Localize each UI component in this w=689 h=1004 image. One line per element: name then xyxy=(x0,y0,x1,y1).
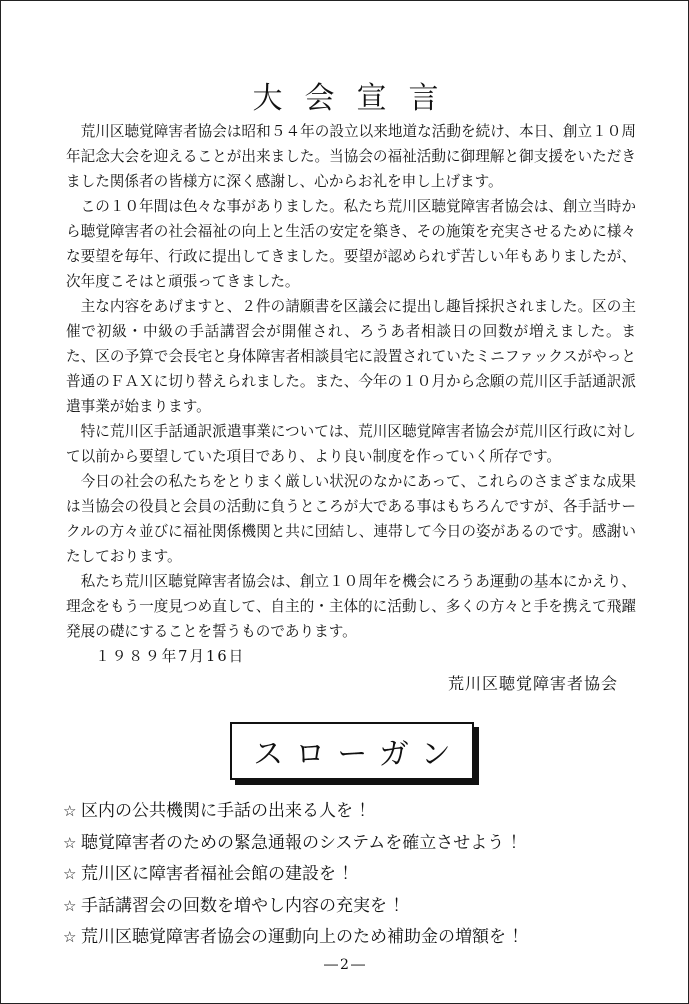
slogan-item xyxy=(63,891,663,923)
paragraph-3: 主な内容をあげますと、２件の請願書を区議会に提出し趣旨採択されました。区の主催で初級・中級の手話講習会が開催され、ろうあ者相談日の回数が増えました。また、区の予算で会長宅と身体障害者相談員宅に設置されていたミニファックスがやっと普通のＦＡＸに切り替えられました。また、今年の１０月から念願の荒川区手話通訳派遣事業が始まります。 xyxy=(66,298,636,415)
slogan-text: 手話講習会の回数を増やし内容の充実を ！ xyxy=(81,895,410,916)
slogan-text: 聴覚障害者のための緊急通報のシステムを確立させよう ！ xyxy=(81,832,527,853)
paragraph-2: この１０年間は色々な事がありました。私たち荒川区聴覚障害者協会は、創立当時から聴覚障害者の社会福祉の向上と生活の安定を築き、その施策を充実させるために様々な要望を毎年、行政に提出してきました。要望が認められず苦しい年もありましたが、次年度こそはと頑張ってきました。 xyxy=(66,198,636,290)
slogan-item xyxy=(63,922,663,954)
page-number: ―2― xyxy=(324,957,367,973)
slogan-text: 荒川区聴覚障害者協会の運動向上のため補助金の増額を ！ xyxy=(81,927,529,947)
star-icon: ☆ xyxy=(63,833,77,852)
paragraph-6: 私たち荒川区聴覚障害者協会は、創立１０周年を機会にろうあ運動の基本にかえり、理念をもう一度見つめ直して、自主的・主体的に活動し、多くの方々と手を携えて飛躍発展の礎にすることを誓うものであります。 xyxy=(66,573,636,640)
paragraph-5: 今日の社会の私たちをとりまく厳しい状況のなかにあって、これらのさまざまな成果は当協会の役員と会員の活動に負うところが大である事はもちろんですが、各手話サークルの方々並びに福祉関係機関と共に団結し、連帯して今日の姿があるのです。感謝いたしております。 xyxy=(66,473,636,565)
declaration-body xyxy=(66,119,636,669)
slogan-list xyxy=(63,796,663,954)
slogan-item xyxy=(63,859,663,891)
star-icon: ☆ xyxy=(63,896,77,915)
slogan-heading: スローガン xyxy=(253,737,463,772)
paragraph-4: 特に荒川区手話通訳派遣事業については、荒川区聴覚障害者協会が荒川区行政に対して以前から要望していた項目であり、より良い制度を作っていく所存です。 xyxy=(66,423,636,465)
paragraph-1: 荒川区聴覚障害者協会は昭和５４年の設立以来地道な活動を続け、本日、創立１０周年記念大会を迎えることが出来ました。当協会の福祉活動に御理解と御支援をいただきました関係者の皆様方に深く感謝し、心からお礼を申し上げます。 xyxy=(66,123,636,190)
star-icon: ☆ xyxy=(63,928,77,946)
slogan-item xyxy=(63,796,663,828)
star-icon: ☆ xyxy=(63,802,77,820)
slogan-text: 荒川区に障害者福祉会館の建設を ！ xyxy=(81,864,359,884)
slogan-text: 区内の公共機関に手話の出来る人を ！ xyxy=(81,801,376,821)
slogan-item xyxy=(63,828,663,860)
declaration-date: １９８９年7月16日 xyxy=(95,648,246,665)
page-title: 大会宣言 xyxy=(252,81,461,117)
slogan-heading-box xyxy=(230,722,474,780)
star-icon: ☆ xyxy=(63,865,77,883)
organization-signature: 荒川区聴覚障害者協会 xyxy=(447,674,618,693)
